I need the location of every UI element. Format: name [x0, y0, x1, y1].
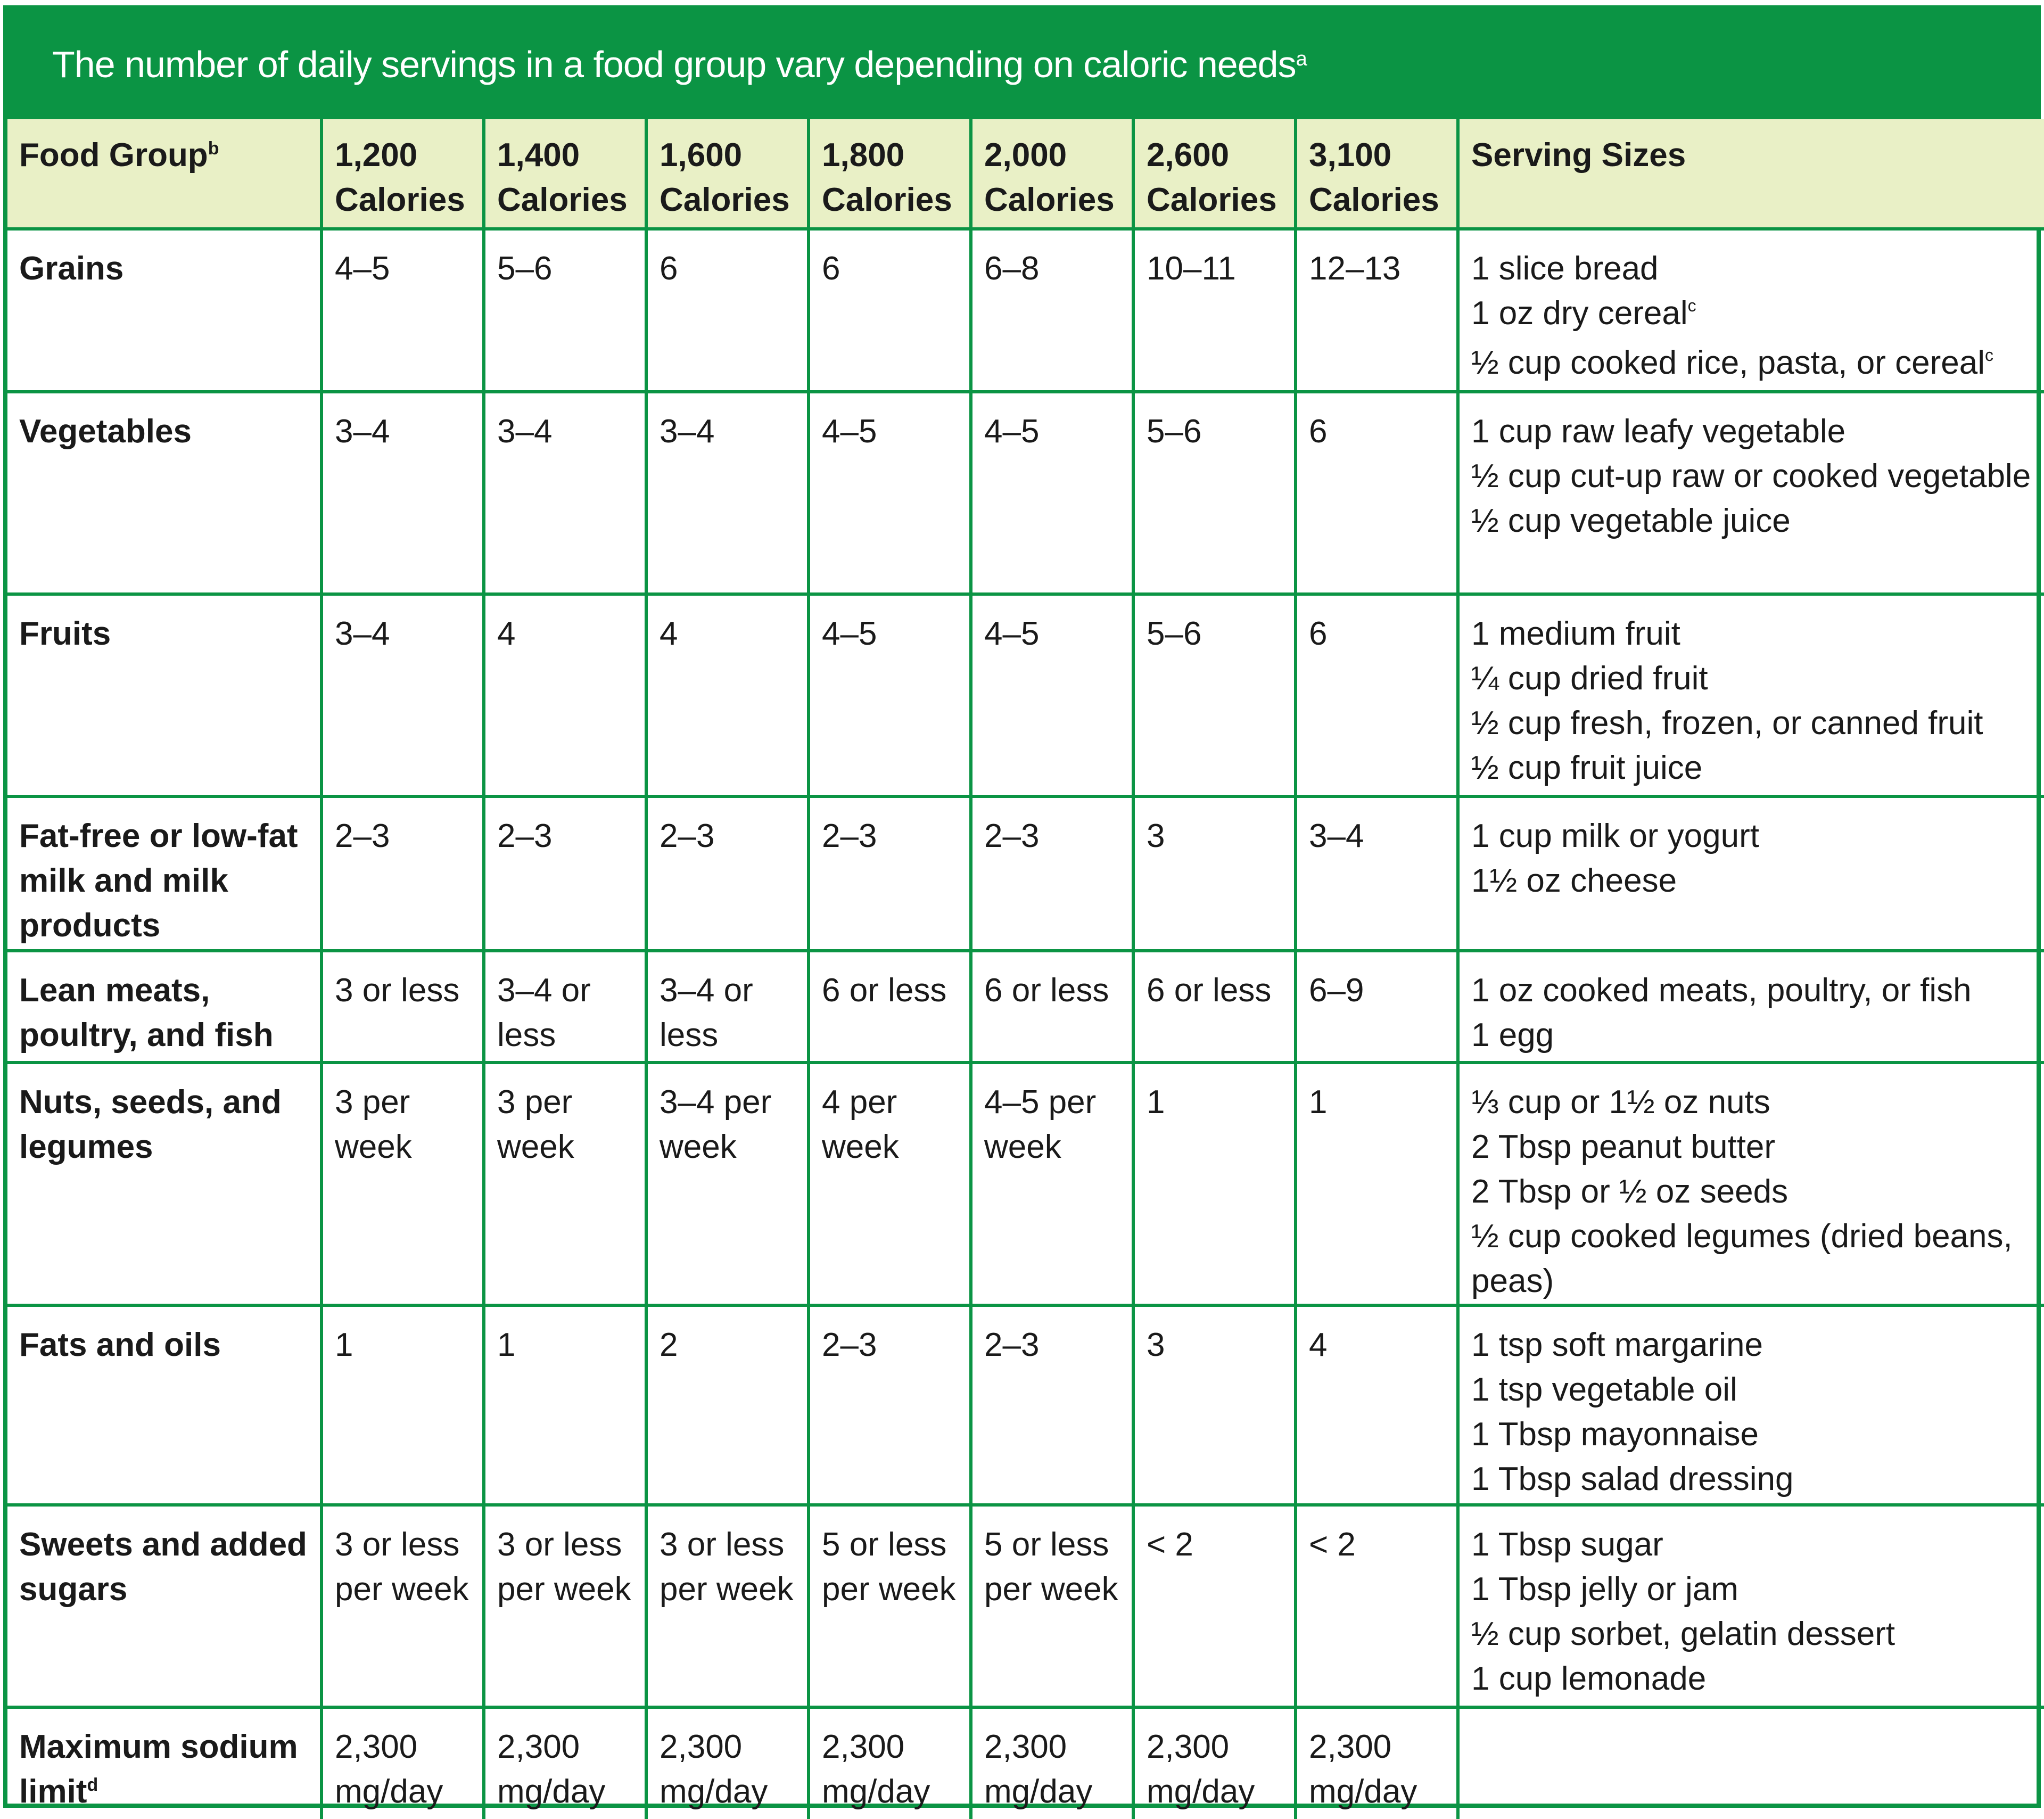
servings-cell: 1 [1133, 1063, 1296, 1305]
calorie-value: 1,800 [822, 137, 905, 174]
table-row [7, 1707, 2044, 1819]
serving-size-line [1471, 246, 2035, 291]
header-food-group [7, 119, 322, 229]
servings-cell: 6 [646, 229, 809, 392]
serving-size-line [1471, 454, 2035, 499]
table-row [7, 594, 2044, 796]
servings-cell: < 2 [1296, 1505, 1458, 1707]
serving-size-text: 2 Tbsp or ½ oz seeds [1471, 1173, 1789, 1210]
servings-cell: 3 per week [322, 1063, 484, 1305]
servings-cell: 2–3 [809, 796, 971, 951]
food-group-cell [7, 1305, 322, 1505]
calorie-value: 1,200 [335, 137, 418, 174]
food-group-cell [7, 1505, 322, 1707]
serving-size-line [1471, 1214, 2035, 1304]
servings-cell: 12–13 [1296, 229, 1458, 392]
servings-table-card [3, 5, 2041, 1808]
table-row [7, 951, 2044, 1063]
serving-size-text: 1 Tbsp mayonnaise [1471, 1416, 1759, 1453]
servings-cell: 1 [322, 1305, 484, 1505]
servings-cell: 4 [1296, 1305, 1458, 1505]
servings-cell: 2–3 [971, 1305, 1133, 1505]
food-group-name: Lean meats, poultry, and fish [19, 972, 274, 1053]
serving-size-text: 1 egg [1471, 1017, 1554, 1053]
servings-cell: 1 [1296, 1063, 1458, 1305]
serving-size-line [1471, 968, 2035, 1013]
servings-cell: 2–3 [809, 1305, 971, 1505]
servings-cell: 3 or less per week [322, 1505, 484, 1707]
serving-size-line [1471, 746, 2035, 791]
serving-size-line [1471, 1522, 2035, 1567]
servings-cell: 5–6 [1133, 392, 1296, 594]
servings-cell: 3 or less per week [484, 1505, 646, 1707]
header-food-group-label: Food Group [19, 137, 208, 174]
servings-cell: 3 or less per week [646, 1505, 809, 1707]
food-group-name: Fruits [19, 615, 111, 652]
calorie-value: 1,400 [497, 137, 580, 174]
calorie-value: 2,000 [984, 137, 1067, 174]
serving-size-text: ¼ cup dried fruit [1471, 660, 1708, 697]
serving-size-text: 1 medium fruit [1471, 615, 1680, 652]
servings-cell: 3–4 or less [484, 951, 646, 1063]
calorie-unit: Calories [335, 182, 465, 218]
food-group-cell [7, 951, 322, 1063]
serving-sizes-cell [1458, 796, 2044, 951]
serving-size-text: ½ cup cut-up raw or cooked vegetable [1471, 458, 2031, 495]
serving-size-text: ½ cup sorbet, gelatin dessert [1471, 1616, 1895, 1652]
calorie-unit: Calories [660, 182, 790, 218]
serving-size-line [1471, 341, 2035, 390]
servings-cell: 3 or less [322, 951, 484, 1063]
table-row [7, 392, 2044, 594]
servings-cell: 4–5 [322, 229, 484, 392]
serving-size-line [1471, 1412, 2035, 1457]
serving-size-text: 1 Tbsp salad dressing [1471, 1461, 1794, 1497]
calorie-unit: Calories [497, 182, 628, 218]
servings-cell: 6 [1296, 594, 1458, 796]
servings-cell: < 2 [1133, 1505, 1296, 1707]
calorie-unit: Calories [1309, 182, 1439, 218]
header-calories-4 [809, 119, 971, 229]
serving-size-text: 1 oz dry cereal [1471, 295, 1688, 332]
serving-sizes-cell [1458, 229, 2044, 392]
serving-size-text: 1 cup raw leafy vegetable [1471, 413, 1846, 450]
serving-size-line [1471, 859, 2035, 903]
header-footnote-marker: b [208, 138, 219, 159]
serving-size-line [1471, 701, 2035, 746]
serving-size-line [1471, 656, 2035, 701]
servings-cell: 2,300 mg/day [1133, 1707, 1296, 1819]
servings-cell: 5–6 [1133, 594, 1296, 796]
servings-cell: 5 or less per week [971, 1505, 1133, 1707]
serving-size-text: 1 tsp vegetable oil [1471, 1371, 1737, 1408]
servings-cell: 2–3 [484, 796, 646, 951]
food-group-cell [7, 796, 322, 951]
servings-cell: 4–5 [809, 392, 971, 594]
serving-size-text: 1 oz cooked meats, poultry, or fish [1471, 972, 1972, 1009]
servings-cell: 2,300 mg/day [1296, 1707, 1458, 1819]
servings-cell: 3–4 [322, 392, 484, 594]
serving-size-text: ½ cup vegetable juice [1471, 503, 1791, 539]
serving-sizes-cell [1458, 594, 2044, 796]
header-calories-1 [322, 119, 484, 229]
food-group-cell [7, 229, 322, 392]
servings-cell: 4 per week [809, 1063, 971, 1305]
footnote-marker: c [1984, 345, 1993, 365]
calorie-value: 1,600 [660, 137, 743, 174]
serving-size-line [1471, 1013, 2035, 1058]
serving-size-text: 1½ oz cheese [1471, 862, 1677, 899]
servings-cell: 3–4 per week [646, 1063, 809, 1305]
food-group-name: Sweets and added sugars [19, 1526, 307, 1608]
food-group-name: Nuts, seeds, and legumes [19, 1084, 282, 1165]
serving-sizes-cell [1458, 1505, 2044, 1707]
serving-size-line [1471, 499, 2035, 544]
servings-cell: 3–4 [1296, 796, 1458, 951]
serving-size-line [1471, 291, 2035, 341]
serving-size-text: ⅓ cup or 1½ oz nuts [1471, 1084, 1770, 1121]
serving-size-text: 1 slice bread [1471, 250, 1659, 287]
servings-cell: 6 or less [971, 951, 1133, 1063]
footnote-marker: c [1687, 296, 1696, 315]
table-row [7, 229, 2044, 392]
serving-size-line [1471, 1657, 2035, 1701]
serving-size-text: 1 cup lemonade [1471, 1660, 1707, 1697]
serving-size-text: ½ cup cooked rice, pasta, or cereal [1471, 344, 1985, 381]
serving-size-text: 1 cup milk or yogurt [1471, 818, 1759, 854]
header-calories-6 [1133, 119, 1296, 229]
food-group-name: Fat-free or low-fat milk and milk products [19, 818, 298, 944]
servings-cell: 3–4 or less [646, 951, 809, 1063]
table-body [7, 229, 2044, 1819]
servings-cell: 3–4 [484, 392, 646, 594]
table-row [7, 1305, 2044, 1505]
food-group-cell [7, 1707, 322, 1819]
serving-sizes-cell [1458, 1063, 2044, 1305]
food-group-cell [7, 594, 322, 796]
servings-cell: 3 per week [484, 1063, 646, 1305]
title-footnote-marker: a [1296, 47, 1307, 70]
calorie-unit: Calories [984, 182, 1115, 218]
header-row [7, 119, 2044, 229]
serving-size-line [1471, 1125, 2035, 1170]
servings-cell: 6 [809, 229, 971, 392]
table-row [7, 1505, 2044, 1707]
serving-size-text: 1 Tbsp sugar [1471, 1526, 1663, 1563]
food-group-name: Maximum sodium limit [19, 1729, 298, 1810]
servings-cell: 6–8 [971, 229, 1133, 392]
servings-cell: 2 [646, 1305, 809, 1505]
serving-size-text: ½ cup fruit juice [1471, 750, 1703, 786]
servings-cell: 4–5 [971, 594, 1133, 796]
serving-size-line [1471, 409, 2035, 454]
servings-cell: 5 or less per week [809, 1505, 971, 1707]
servings-cell: 5–6 [484, 229, 646, 392]
food-group-name: Fats and oils [19, 1327, 221, 1363]
serving-size-text: ½ cup fresh, frozen, or canned fruit [1471, 705, 1983, 742]
servings-cell: 2–3 [971, 796, 1133, 951]
servings-cell: 2–3 [646, 796, 809, 951]
serving-size-line [1471, 814, 2035, 859]
serving-size-text: ½ cup cooked legumes (dried beans, peas) [1471, 1218, 2013, 1299]
servings-cell: 3–4 [322, 594, 484, 796]
footnote-marker: d [87, 1775, 98, 1795]
header-serving-sizes: Serving Sizes [1458, 119, 2044, 229]
serving-size-line [1471, 1170, 2035, 1214]
servings-cell: 2–3 [322, 796, 484, 951]
servings-cell: 2,300 mg/day [322, 1707, 484, 1819]
servings-cell: 3 [1133, 796, 1296, 951]
servings-cell: 1 [484, 1305, 646, 1505]
servings-cell: 4–5 [971, 392, 1133, 594]
serving-sizes-cell [1458, 1707, 2044, 1819]
header-calories-7 [1296, 119, 1458, 229]
serving-size-text: 1 Tbsp jelly or jam [1471, 1571, 1738, 1608]
calorie-value: 3,100 [1309, 137, 1392, 174]
servings-cell: 6 [1296, 392, 1458, 594]
serving-size-line [1471, 1080, 2035, 1125]
header-calories-5 [971, 119, 1133, 229]
serving-size-line [1471, 1612, 2035, 1657]
servings-cell: 4 [646, 594, 809, 796]
servings-cell: 2,300 mg/day [971, 1707, 1133, 1819]
serving-size-line [1471, 1368, 2035, 1412]
servings-cell: 6 or less [809, 951, 971, 1063]
serving-size-text: 2 Tbsp peanut butter [1471, 1129, 1776, 1165]
table-title-bar [7, 10, 2037, 119]
serving-size-line [1471, 1457, 2035, 1502]
food-group-name: Vegetables [19, 413, 192, 450]
table-row [7, 1063, 2044, 1305]
serving-sizes-cell [1458, 951, 2044, 1063]
serving-size-line [1471, 612, 2035, 656]
servings-cell: 2,300 mg/day [809, 1707, 971, 1819]
serving-sizes-cell [1458, 392, 2044, 594]
servings-cell: 3–4 [646, 392, 809, 594]
calorie-unit: Calories [1147, 182, 1277, 218]
servings-cell: 6 or less [1133, 951, 1296, 1063]
servings-cell: 3 [1133, 1305, 1296, 1505]
servings-cell: 4–5 [809, 594, 971, 796]
serving-sizes-cell [1458, 1305, 2044, 1505]
table-title: The number of daily servings in a food group vary depending on caloric needs [52, 44, 1296, 85]
header-calories-3 [646, 119, 809, 229]
servings-cell: 2,300 mg/day [646, 1707, 809, 1819]
food-group-name: Grains [19, 250, 124, 287]
servings-cell: 4 [484, 594, 646, 796]
calorie-unit: Calories [822, 182, 952, 218]
header-calories-2 [484, 119, 646, 229]
food-group-cell [7, 1063, 322, 1305]
servings-cell: 2,300 mg/day [484, 1707, 646, 1819]
serving-size-line [1471, 1323, 2035, 1368]
servings-cell: 6–9 [1296, 951, 1458, 1063]
calorie-value: 2,600 [1147, 137, 1230, 174]
servings-cell: 10–11 [1133, 229, 1296, 392]
serving-size-text: 1 tsp soft margarine [1471, 1327, 1763, 1363]
table-row [7, 796, 2044, 951]
servings-cell: 4–5 per week [971, 1063, 1133, 1305]
serving-size-line [1471, 1567, 2035, 1612]
servings-table [7, 119, 2044, 1819]
food-group-cell [7, 392, 322, 594]
